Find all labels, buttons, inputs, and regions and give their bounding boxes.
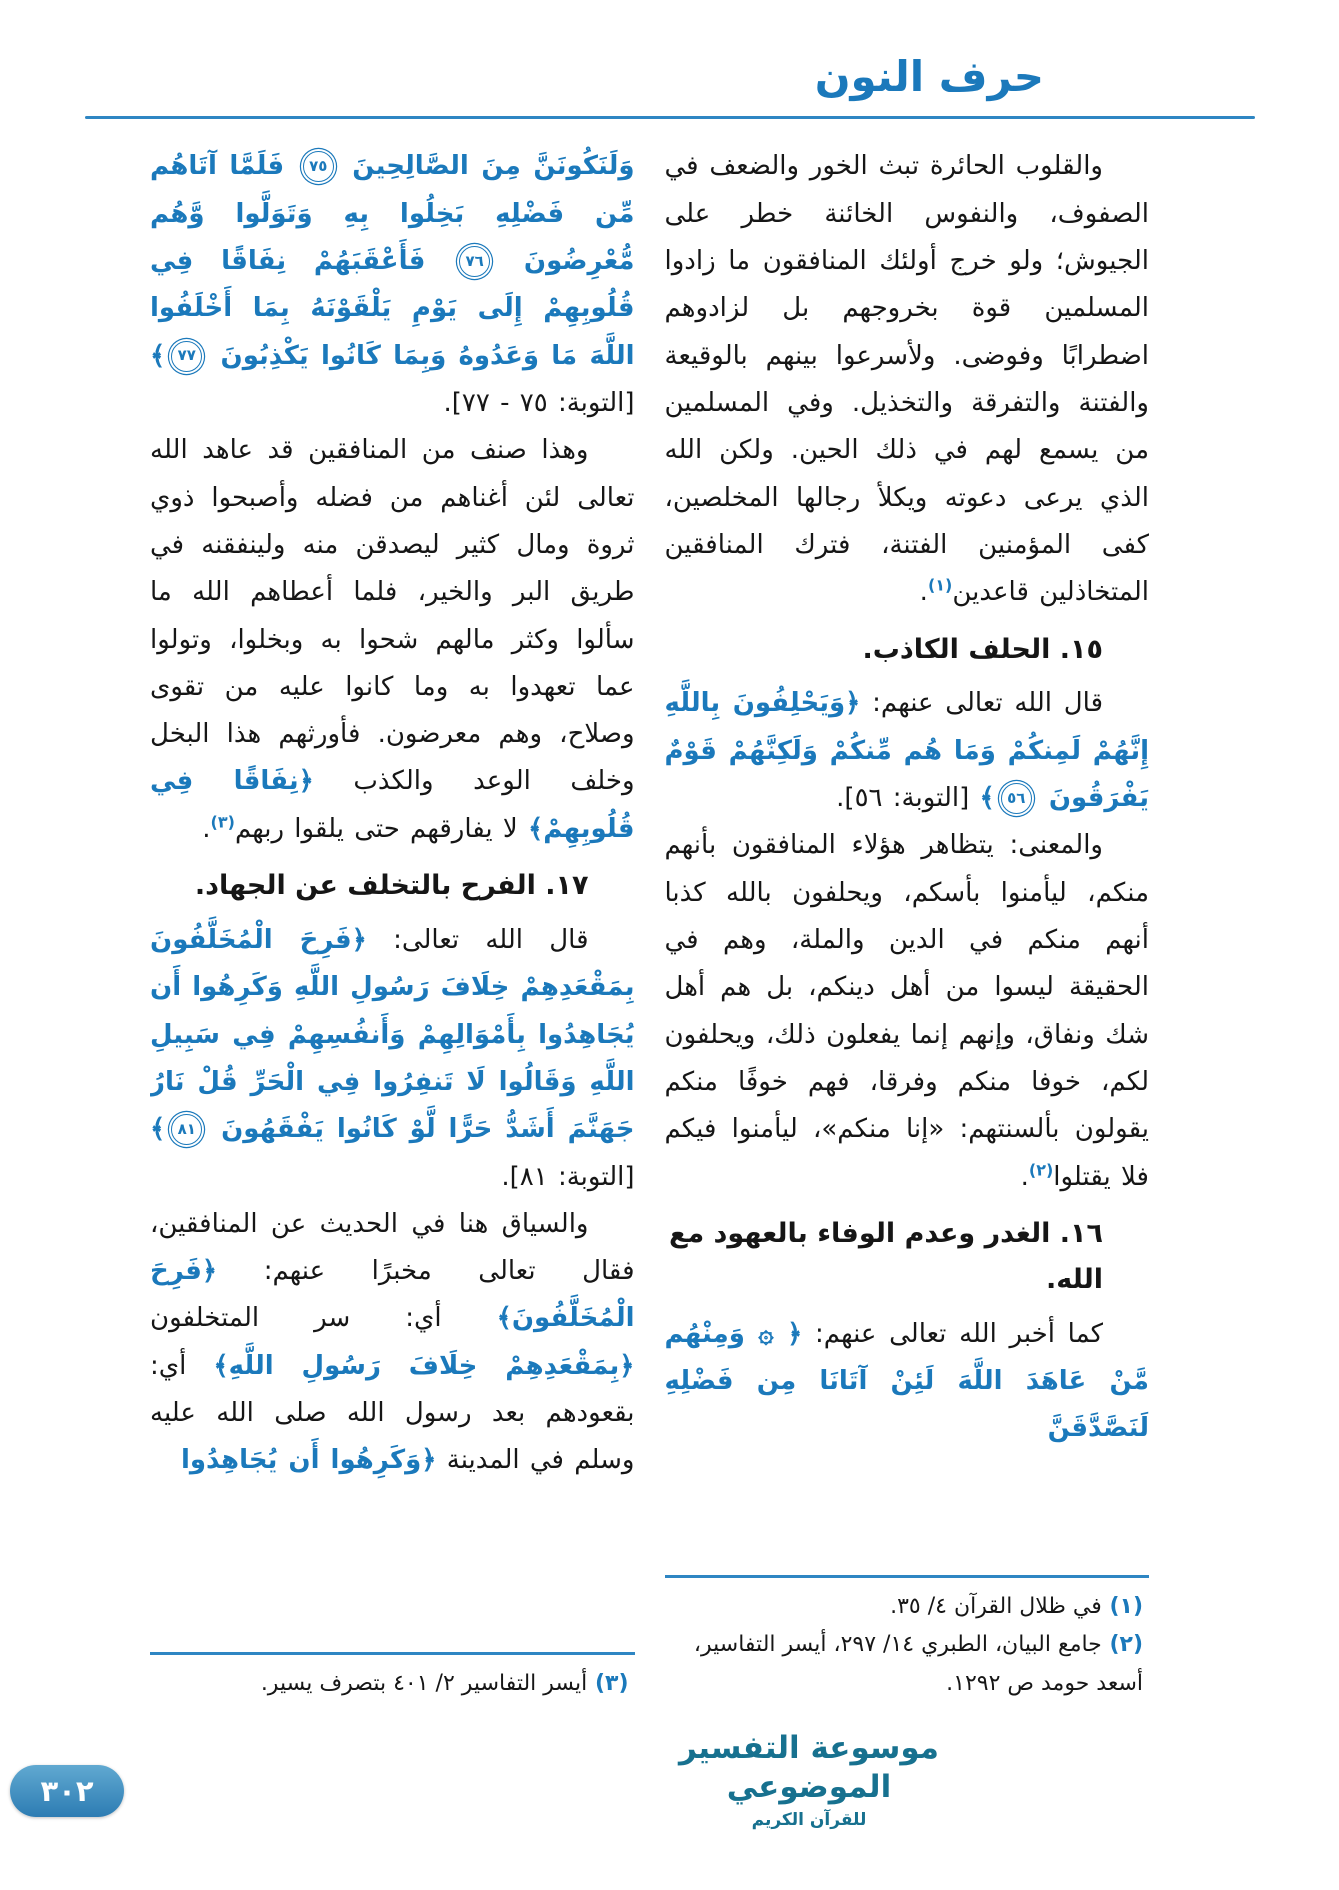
publisher-emblem [629,1729,989,1830]
page-number-badge [10,1765,124,1817]
paragraph [150,143,635,427]
section-title: الغدر وعدم الوفاء بالعهود مع الله. [669,1217,1103,1295]
section-number: ١٦. [1050,1217,1103,1249]
column-left-body [150,143,635,1484]
ayah-number-medallion: ٧٥ [303,151,334,182]
quran-quote: ﴿وَيَحْلِفُونَ بِاللَّهِ إِنَّهُمْ لَمِنكُمْ وَمَا هُم مِّنكُمْ وَلَكِنَّهُمْ قَوْمٌ يَفْرَقُونَ [664,688,1149,814]
emblem-title: موسوعة التفسير الموضوعي [678,1730,940,1806]
section-number: ١٥. [1050,633,1103,665]
paragraph [665,143,1150,616]
page-footer [40,1709,1149,1889]
body-text: وهذا صنف من المنافقين قد عاهد الله تعالى لئن أغناهم من فضله وأصبحوا ذوي ثروة ومال كثير ليصدقن منه ولينفقنه في طريق البر والخير، فلما أعطاهم الله ما سألوا وكثر مالهم شحوا به وبخلوا، وتولوا عما تعهدوا به وما كانوا عليه من تقوى وصلاح، وهم معرضون. فأورثهم هذا البخل وخلف الوعد والكذب [150,435,635,797]
paragraph [150,427,635,853]
body-text: لا يفارقهم حتى يلقوا ربهم [234,813,528,844]
quran-quote: ﴿نِفَاقًا فِي قُلُوبِهِمْ﴾ [150,766,635,844]
body-text: [التوبة: ٨١]. [501,1161,635,1192]
body-text: [التوبة: ٧٥ - ٧٧]. [443,387,635,418]
quran-quote: ﴾ [979,783,995,814]
column-right-footnotes [665,1575,1150,1710]
page-number: ٣٠٢ [40,1774,94,1809]
footnote-number: (١) [1101,1593,1143,1619]
body-text: . [919,577,928,608]
body-text: كما أخبر الله تعالى عنهم: [802,1318,1103,1349]
footnote-text: أيسر التفاسير ٢/ ٤٠١ بتصرف يسير. [260,1670,588,1696]
footnote [671,1626,1144,1703]
content-columns [150,143,1149,1709]
quran-quote: ﴿ ۞ وَمِنْهُم مَّنْ عَاهَدَ اللَّهَ لَئِنْ آتَانَا مِن فَضْلِهِ لَنَصَّدَّقَنَّ [664,1318,1149,1444]
paragraph [150,1201,635,1485]
ayah-number-medallion: ٨١ [171,1114,202,1145]
body-text: قال الله تعالى: [366,924,589,955]
quran-quote: ﴿فَرِحَ الْمُخَلَّفُونَ﴾ [150,1256,635,1334]
paragraph [665,822,1150,1201]
quran-quote: ﴿وَكَرِهُوا أَن يُجَاهِدُوا [180,1445,437,1476]
paragraph [665,680,1150,822]
body-text: والمعنى: يتظاهر هؤلاء المنافقون بأنهم منكم، ليأمنوا بأسكم، ويحلفون بالله كذبا أنهم منكم في الدين والملة، وهم في الحقيقة ليسوا من أهل دينكم، بل هم أهل شك ونفاق، وإنهم إنما يفعلون ذلك، ويحلفون لكم، خوفا منكم وفرقا، فهم خوفًا منكم يقولون بألسنتهم: «إنا منكم»، ليأمنوا فيكم فلا يقتلوا [664,830,1149,1192]
footnote-text: في ظلال القرآن ٤/ ٣٥. [890,1593,1102,1619]
quran-quote: وَلَنَكُونَنَّ مِنَ الصَّالِحِينَ [339,151,635,182]
footnote-number: (٢) [1101,1632,1143,1658]
body-text: [التوبة: ٥٦]. [836,783,980,814]
column-left-footnotes [150,1652,635,1710]
quran-quote: ﴿بِمَقْعَدِهِمْ خِلَافَ رَسُولِ اللَّهِ﴾ [213,1350,635,1381]
body-text: . [1020,1161,1029,1192]
quran-quote: فَأَعْقَبَهُمْ نِفَاقًا فِي قُلُوبِهِمْ إِلَى يَوْمِ يَلْقَوْنَهُ بِمَا أَخْلَفُوا اللَّهَ مَا وَعَدُوهُ وَبِمَا كَانُوا يَكْذِبُونَ [150,246,635,371]
column-left [150,143,635,1709]
quran-quote: فَلَمَّا آتَاهُم مِّن فَضْلِهِ بَخِلُوا بِهِ وَتَوَلَّوا وَّهُم مُّعْرِضُونَ [150,151,635,277]
paragraph [150,917,635,1201]
section-heading [150,863,635,909]
footnote-marker: (١) [927,575,953,595]
quran-quote: ﴿فَرِحَ الْمُخَلَّفُونَ بِمَقْعَدِهِمْ خِلَافَ رَسُولِ اللَّهِ وَكَرِهُوا أَن يُجَاهِدُوا بِأَمْوَالِهِمْ وَأَنفُسِهِمْ فِي سَبِيلِ اللَّهِ وَقَالُوا لَا تَنفِرُوا فِي الْحَرِّ قُلْ نَارُ جَهَنَّمَ أَشَدُّ حَرًّا لَّوْ كَانُوا يَفْقَهُونَ [150,924,635,1145]
body-text: والقلوب الحائرة تبث الخور والضعف في الصفوف، والنفوس الخائنة خطر على الجيوش؛ ولو خرج أولئك المنافقون ما زادوا المسلمين قوة بخروجهم بل لزادوهم اضطرابًا وفوضى. ولأسرعوا بينهم بالوقيعة والفتنة والتفرقة والتخذيل. وفي المسلمين من يسمع لهم في ذلك الحين. ولكن الله الذي يرعى دعوته ويكلأ رجالها المخلصين، كفى المؤمنين الفتنة، فترك المنافقين المتخاذلين قاعدين [664,151,1149,608]
ayah-number-medallion: ٧٦ [459,246,490,277]
footnote-number: (٣) [587,1670,629,1696]
paragraph [665,1311,1150,1453]
column-right [665,143,1150,1709]
footnote-marker: (٢) [1028,1159,1054,1179]
quran-quote: ﴾ [150,1114,166,1145]
column-right-body [665,143,1150,1452]
body-text: قال الله تعالى عنهم: [860,688,1104,719]
header-rule [85,116,1255,119]
footnote-marker: (٣) [210,812,235,832]
body-text: والسياق هنا في الحديث عن المنافقين، فقال تعالى مخبرًا عنهم: [150,1208,635,1287]
ayah-number-medallion: ٥٦ [1001,783,1032,814]
section-title: الحلف الكاذب. [862,633,1051,665]
chapter-title: حرف النون [814,52,1044,101]
body-text: أي: بقعودهم بعد رسول الله صلى الله عليه وسلم في المدينة [150,1350,635,1476]
footnote [671,1588,1144,1627]
section-heading [665,627,1150,673]
page-header [150,52,1149,119]
body-text: أي: سر المتخلفون [150,1303,497,1334]
body-text: . [202,813,211,844]
footnote-text: جامع البيان، الطبري ١٤/ ٢٩٧، أيسر التفاسير، أسعد حومد ص ١٢٩٢. [693,1632,1143,1696]
ayah-number-medallion: ٧٧ [171,341,202,372]
emblem-subtitle: للقرآن الكريم [751,1809,867,1830]
section-title: الفرح بالتخلف عن الجهاد. [194,870,536,902]
footnote [156,1665,629,1704]
section-number: ١٧. [535,870,589,902]
quran-quote: ﴾ [150,340,166,371]
section-heading [665,1211,1150,1303]
